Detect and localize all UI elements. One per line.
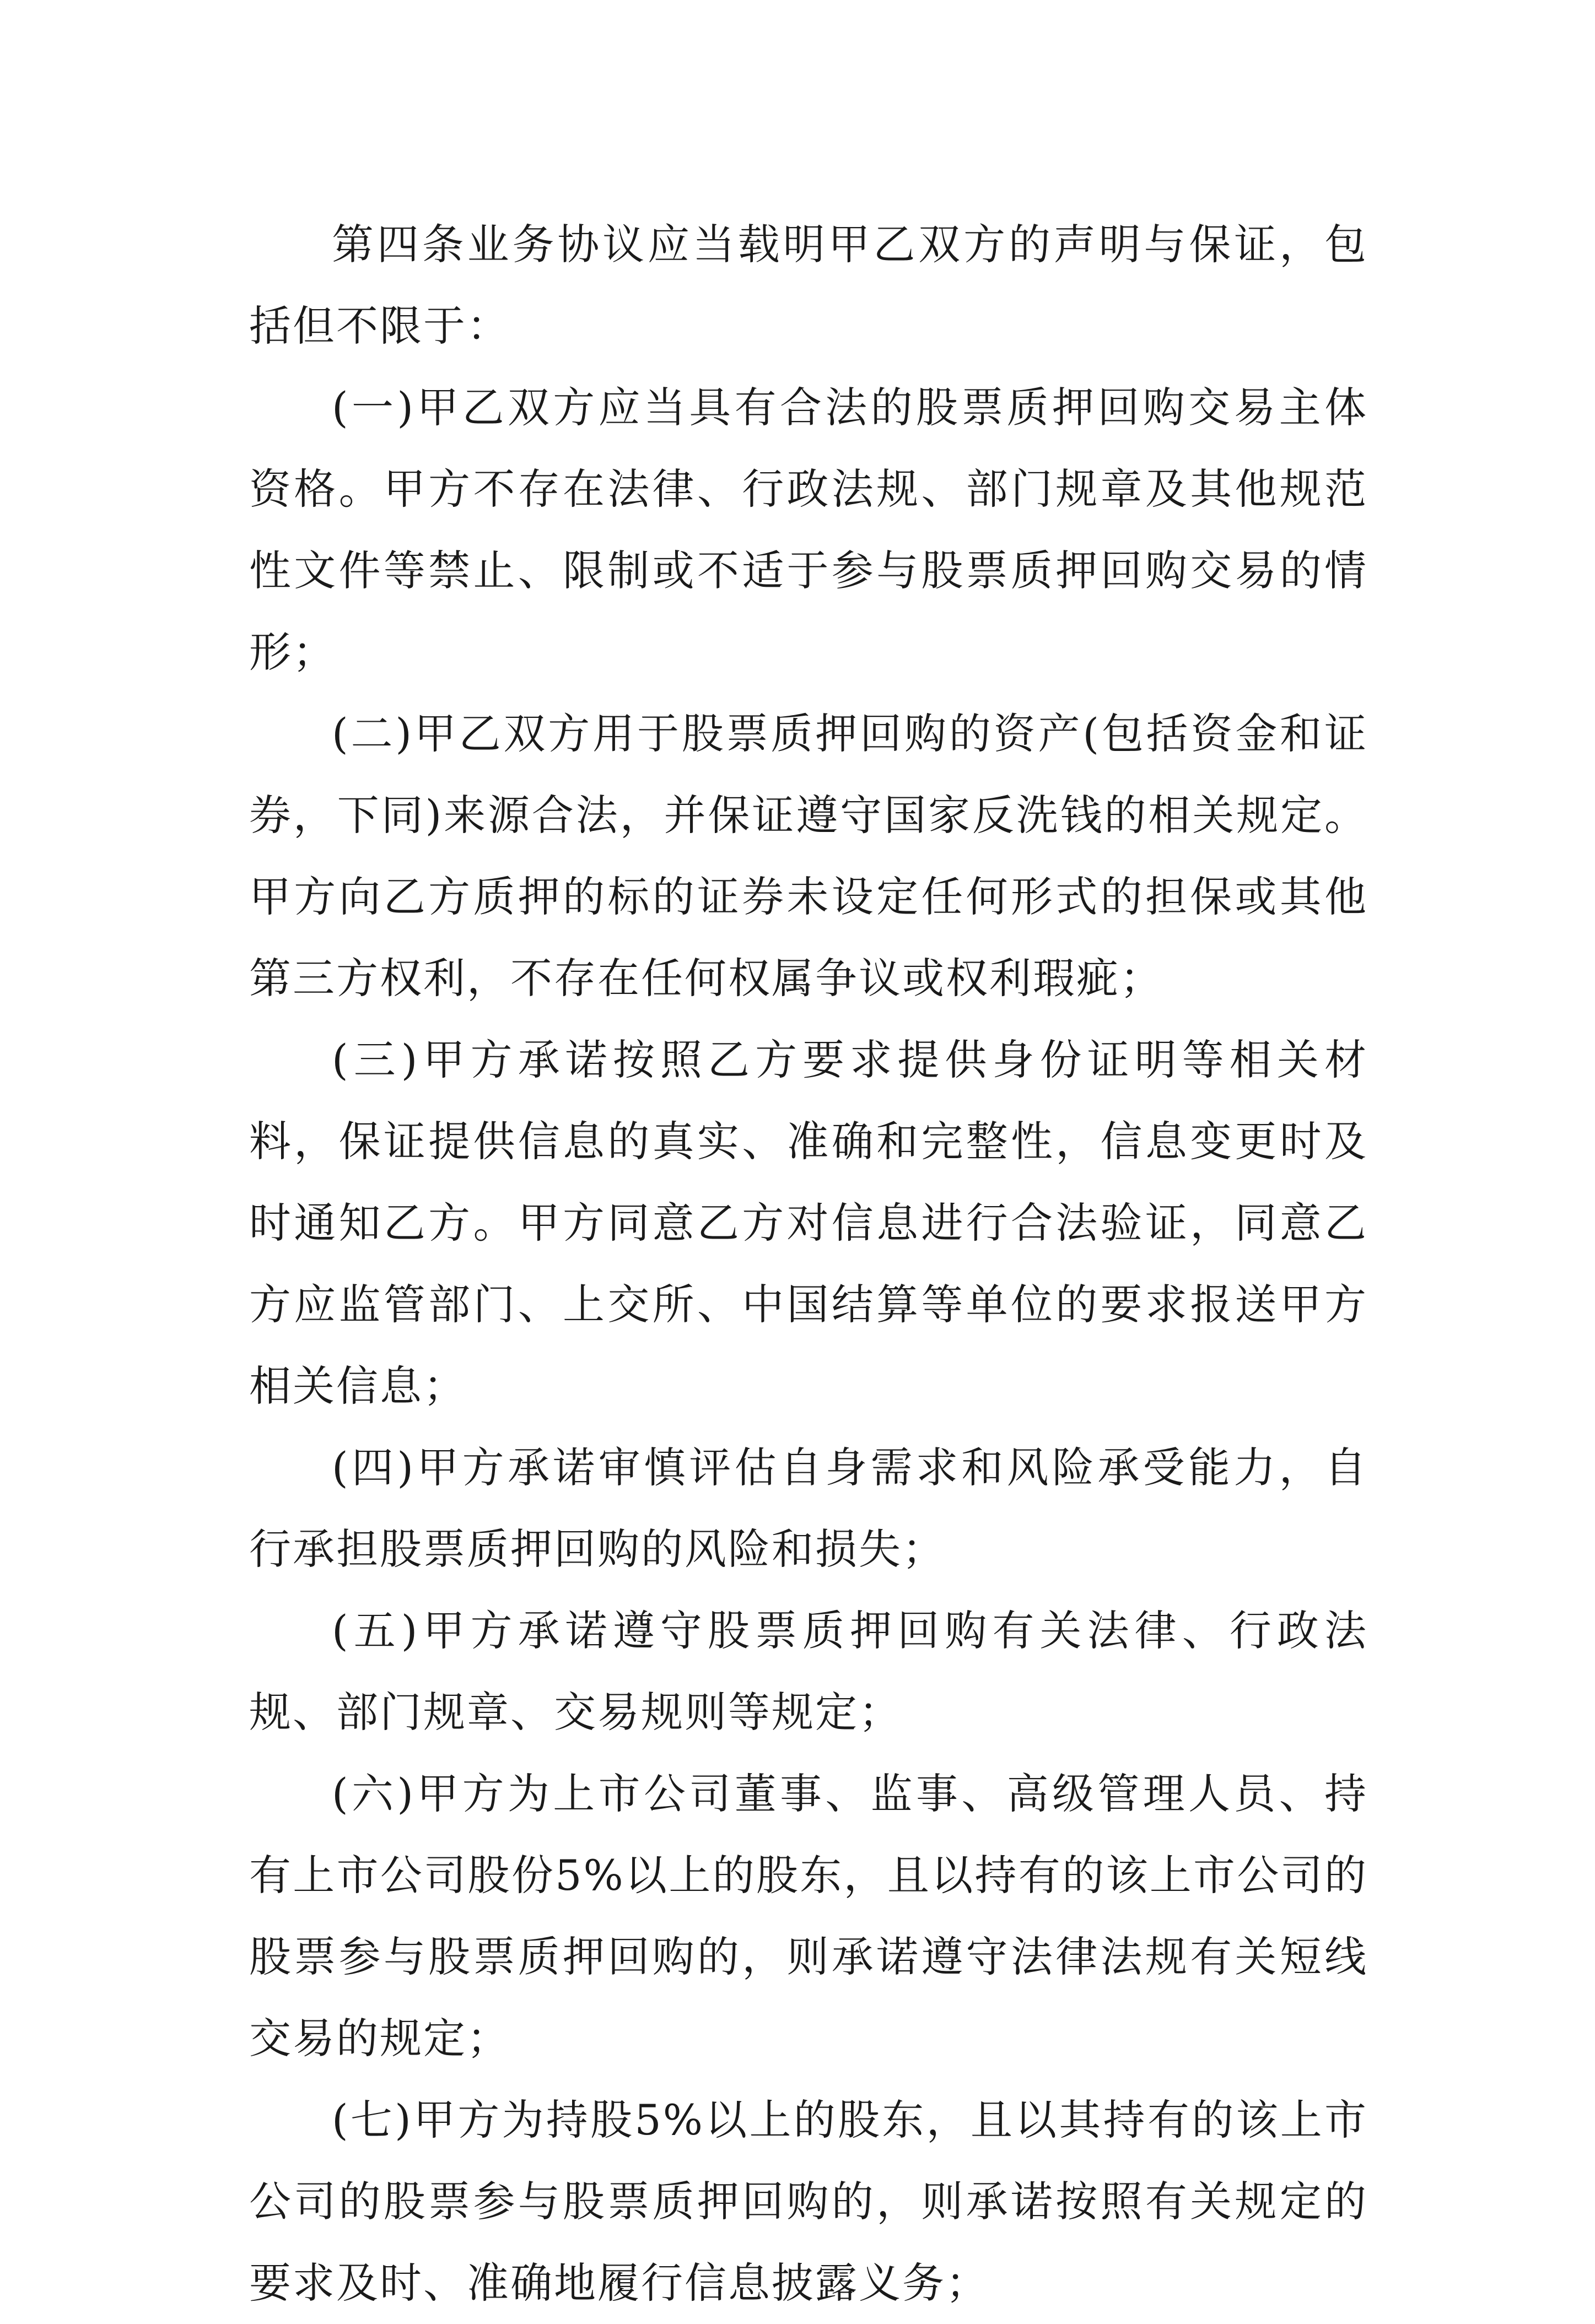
clause-7: (七)甲方为持股5%以上的股东，且以其持有的该上市公司的股票参与股票质押回购的，则承诺按照有关规定的要求及时、准确地履行信息披露义务；	[249, 2095, 1368, 2307]
article-4-intro: 第四条业务协议应当载明甲乙双方的声明与保证，包括但不限于：	[249, 220, 1368, 350]
clause-5: (五)甲方承诺遵守股票质押回购有关法律、行政法规、部门规章、交易规则等规定；	[249, 1606, 1368, 1737]
clause-4: (四)甲方承诺审慎评估自身需求和风险承受能力，自行承担股票质押回购的风险和损失；	[249, 1443, 1368, 1574]
clause-6: (六)甲方为上市公司董事、监事、高级管理人员、持有上市公司股份5%以上的股东，且以持有的该上市公司的股票参与股票质押回购的，则承诺遵守法律法规有关短线交易的规定；	[249, 1769, 1368, 2063]
clause-2: (二)甲乙双方用于股票质押回购的资产(包括资金和证券，下同)来源合法，并保证遵守国家反洗钱的相关规定。甲方向乙方质押的标的证券未设定任何形式的担保或其他第三方权利，不存在任何权属争议或权利瑕疵；	[249, 709, 1368, 1003]
document-body	[249, 204, 1368, 2324]
clause-3: (三)甲方承诺按照乙方要求提供身份证明等相关材料，保证提供信息的真实、准确和完整性，信息变更时及时通知乙方。甲方同意乙方对信息进行合法验证，同意乙方应监管部门、上交所、中国结算等单位的要求报送甲方相关信息；	[249, 1035, 1368, 1410]
clause-1: (一)甲乙双方应当具有合法的股票质押回购交易主体资格。甲方不存在法律、行政法规、部门规章及其他规范性文件等禁止、限制或不适于参与股票质押回购交易的情形；	[249, 383, 1368, 677]
